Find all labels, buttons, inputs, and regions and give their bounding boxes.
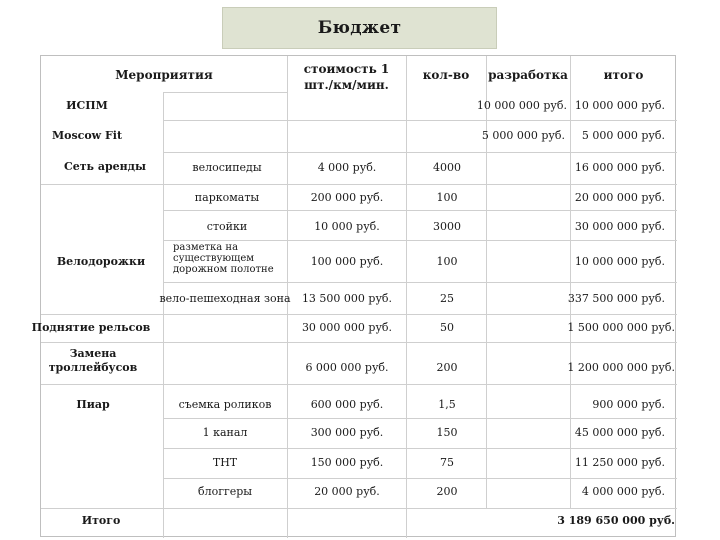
cost-cell: 600 000 руб. <box>310 398 384 411</box>
cost-cell: 300 000 руб. <box>310 426 384 439</box>
header-qty: кол-во <box>422 68 470 82</box>
row-divider <box>41 508 677 509</box>
row-divider <box>41 184 677 185</box>
item-cell: 1 канал <box>202 426 248 439</box>
item-cell: паркоматы <box>194 191 260 204</box>
qty-cell: 25 <box>440 292 454 305</box>
row-divider <box>163 418 677 419</box>
total-cell: 11 250 000 руб. <box>574 456 665 469</box>
total-cell: 5 000 000 руб. <box>581 129 665 142</box>
total-cell: 337 500 000 руб. <box>567 292 665 305</box>
cost-cell: 100 000 руб. <box>310 255 384 268</box>
total-cell: 20 000 000 руб. <box>574 191 665 204</box>
event-label: Пиар <box>76 398 110 411</box>
total-cell: 30 000 000 руб. <box>574 220 665 233</box>
cost-cell: 20 000 руб. <box>314 485 380 498</box>
qty-cell: 3000 <box>433 220 461 233</box>
item-cell: велосипеды <box>192 161 262 174</box>
row-divider <box>163 120 677 121</box>
column-divider <box>163 92 164 538</box>
item-cell: вело-пешеходная зона <box>159 292 291 305</box>
cost-cell: 200 000 руб. <box>310 191 384 204</box>
qty-cell: 100 <box>436 255 458 268</box>
cost-cell: 10 000 руб. <box>314 220 380 233</box>
qty-cell: 200 <box>436 361 458 374</box>
total-cell: 1 500 000 000 руб. <box>567 321 675 334</box>
total-cell: 1 200 000 000 руб. <box>567 361 675 374</box>
column-divider <box>406 56 407 538</box>
qty-cell: 75 <box>440 456 454 469</box>
row-divider <box>163 282 677 283</box>
header-cost-line2: шт./км/мин. <box>304 78 389 92</box>
item-cell: стойки <box>206 220 248 233</box>
page-title: Бюджет <box>222 7 497 49</box>
item-cell: съемка роликов <box>178 398 272 411</box>
event-label: ИСПМ <box>66 99 108 112</box>
item-cell: блоггеры <box>197 485 253 498</box>
header-development: разработка <box>488 68 568 82</box>
row-divider <box>163 210 677 211</box>
total-cell: 45 000 000 руб. <box>574 426 665 439</box>
event-label: Сеть аренды <box>63 160 147 173</box>
qty-cell: 4000 <box>433 161 461 174</box>
cost-cell: 30 000 000 руб. <box>301 321 393 334</box>
total-cell: 16 000 000 руб. <box>574 161 665 174</box>
event-label-line1: Замена <box>69 347 117 360</box>
row-divider <box>41 314 677 315</box>
total-cell: 4 000 000 руб. <box>581 485 665 498</box>
development-cell: 5 000 000 руб. <box>481 129 565 142</box>
cost-cell: 6 000 000 руб. <box>305 361 389 374</box>
event-label: Поднятие рельсов <box>31 321 151 334</box>
grand-total: 3 189 650 000 руб. <box>557 514 675 527</box>
footer-label: Итого <box>81 514 121 527</box>
budget-table <box>31 55 676 537</box>
event-label: Велодорожки <box>56 255 146 268</box>
item-cell: разметка на существующем дорожном полотне <box>173 242 274 275</box>
qty-cell: 100 <box>436 191 458 204</box>
header-cost-line1: стоимость 1 <box>303 62 390 76</box>
qty-cell: 150 <box>436 426 458 439</box>
total-cell: 900 000 руб. <box>592 398 665 411</box>
row-divider <box>163 92 287 93</box>
item-cell: ТНТ <box>212 456 238 469</box>
row-divider <box>163 240 677 241</box>
cost-cell: 4 000 руб. <box>317 161 377 174</box>
column-divider <box>570 56 571 508</box>
event-label-line2: троллейбусов <box>48 361 138 374</box>
development-cell: 10 000 000 руб. <box>476 99 567 112</box>
cost-cell: 13 500 000 руб. <box>301 292 393 305</box>
row-divider <box>41 342 677 343</box>
column-divider <box>486 56 487 508</box>
header-total: итого <box>603 68 644 82</box>
row-divider <box>163 152 677 153</box>
row-divider <box>41 384 677 385</box>
total-cell: 10 000 000 руб. <box>574 99 665 112</box>
qty-cell: 50 <box>440 321 454 334</box>
cost-cell: 150 000 руб. <box>310 456 384 469</box>
row-divider <box>163 448 677 449</box>
qty-cell: 1,5 <box>438 398 456 411</box>
header-events: Мероприятия <box>115 68 213 82</box>
event-label: Moscow Fit <box>51 129 123 142</box>
qty-cell: 200 <box>436 485 458 498</box>
row-divider <box>163 478 677 479</box>
total-cell: 10 000 000 руб. <box>574 255 665 268</box>
